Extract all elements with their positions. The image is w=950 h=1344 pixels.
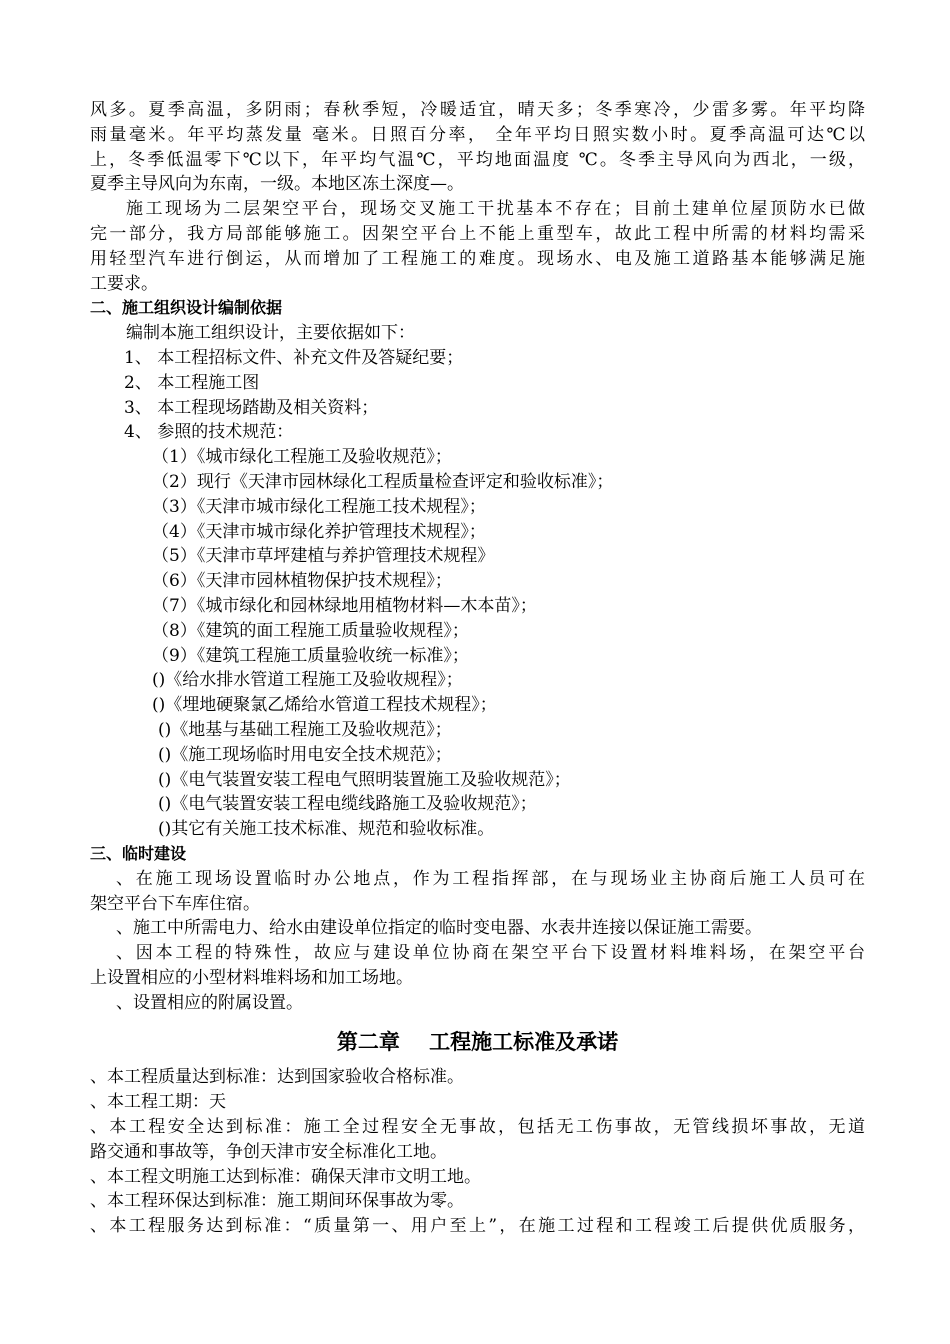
spec-item: （7）《城市绿化和园林绿地用植物材料—木本苗》；	[152, 595, 537, 616]
list-item: 3、 本工程现场踏勘及相关资料；	[124, 397, 379, 418]
text-line: 、因本工程的特殊性，故应与建设单位协商在架空平台下设置材料堆料场，在架空平台	[116, 943, 865, 964]
text-line: 风多。夏季高温，多阴雨；春秋季短，冷暖适宜，晴天多；冬季寒冷，少雷多雾。年平均降	[90, 100, 865, 120]
text-line: 、本工程文明施工达到标准：确保天津市文明工地。	[90, 1166, 481, 1187]
chapter-title: 第二章 工程施工标准及承诺	[336, 1030, 619, 1055]
spec-item: （6）《天津市园林植物保护技术规程》；	[152, 571, 452, 592]
spec-item: ()《埋地硬聚氯乙烯给水管道工程技术规程》；	[152, 695, 497, 716]
list-item: 1、 本工程招标文件、补充文件及答疑纪要；	[124, 347, 464, 368]
spec-item: （1）《城市绿化工程施工及验收规范》；	[152, 447, 452, 468]
site-paragraph	[90, 197, 865, 296]
text-line: 架空平台下车库住宿。	[90, 893, 260, 914]
spec-item: ()《给水排水管道工程施工及验收规程》；	[152, 670, 463, 691]
basis-list	[90, 346, 865, 445]
text-line: 路交通和事故等，争创天津市安全标准化工地。	[90, 1141, 447, 1162]
section-intro: 编制本施工组织设计，主要依据如下：	[126, 323, 415, 344]
spec-item: （2）现行《天津市园林绿化工程质量检查评定和验收标准》；	[152, 471, 614, 492]
spec-item: （9）《建筑工程施工质量验收统一标准》；	[152, 645, 469, 666]
text-line: 、设置相应的附属设置。	[116, 992, 303, 1013]
spec-item: （4）《天津市城市绿化养护管理技术规程》；	[152, 521, 486, 542]
section-heading: 三、临时建设	[90, 843, 187, 863]
spec-item: （8）《建筑的面工程施工质量验收规程》；	[152, 620, 469, 641]
text-line: 、本工程工期：天	[90, 1092, 226, 1113]
spec-item: ()《电气装置安装工程电气照明装置施工及验收规范》；	[158, 769, 571, 790]
text-line: 用轻型汽车进行倒运，从而增加了工程施工的难度。现场水、电及施工道路基本能够满足施	[90, 248, 865, 269]
text-line: 、本工程服务达到标准：“质量第一、用户至上”，在施工过程和工程竣工后提供优质服务，	[90, 1216, 865, 1237]
document-page	[90, 98, 865, 1239]
text-line: 、本工程环保达到标准：施工期间环保事故为零。	[90, 1191, 464, 1212]
text-line: 施工现场为二层架空平台，现场交叉施工干扰基本不存在；目前土建单位屋顶防水已做	[126, 199, 865, 220]
text-line: 完一部分，我方局部能够施工。因架空平台上不能上重型车，故此工程中所需的材料均需采	[90, 223, 865, 244]
section-heading: 二、施工组织设计编制依据	[90, 298, 283, 318]
spec-item: ()《地基与基础工程施工及验收规范》；	[158, 719, 452, 740]
spec-item: （3）《天津市城市绿化工程施工技术规程》；	[152, 496, 486, 517]
text-line: 、本工程安全达到标准：施工全过程安全无事故，包括无工伤事故，无管线损坏事故，无道	[90, 1117, 865, 1138]
text-line: 上设置相应的小型材料堆料场和加工场地。	[90, 967, 413, 988]
spec-item: ()《电气装置安装工程电缆线路施工及验收规范》；	[158, 794, 537, 815]
climate-paragraph	[90, 98, 865, 197]
text-line: 夏季主导风向为东南，一级。本地区冻土深度—。	[90, 174, 464, 195]
text-line: 、施工中所需电力、给水由建设单位指定的临时变电器、水表井连接以保证施工需要。	[116, 918, 762, 939]
list-item: 4、 参照的技术规范：	[124, 422, 294, 443]
spec-item: （5）《天津市草坪建植与养护管理技术规程》	[152, 546, 495, 567]
standards-list	[90, 1065, 865, 1239]
text-line: 上，冬季低温零下℃以下，年平均气温℃，平均地面温度 ℃。冬季主导风向为西北，一级，	[90, 149, 865, 170]
text-line: 、在施工现场设置临时办公地点，作为工程指挥部，在与现场业主协商后施工人员可在	[116, 868, 865, 889]
text-line: 、本工程质量达到标准：达到国家验收合格标准。	[90, 1067, 464, 1088]
spec-item: ()《施工现场临时用电安全技术规范》；	[158, 744, 452, 765]
text-line: 雨量毫米。年平均蒸发量 毫米。日照百分率， 全年平均日照实数小时。夏季高温可达℃以	[90, 124, 865, 145]
text-line: 工要求。	[90, 273, 158, 294]
spec-item: ()其它有关施工技术标准、规范和验收标准。	[158, 819, 495, 840]
spec-list	[90, 445, 865, 842]
temporary-construction	[90, 867, 865, 1016]
list-item: 2、 本工程施工图	[124, 372, 260, 393]
